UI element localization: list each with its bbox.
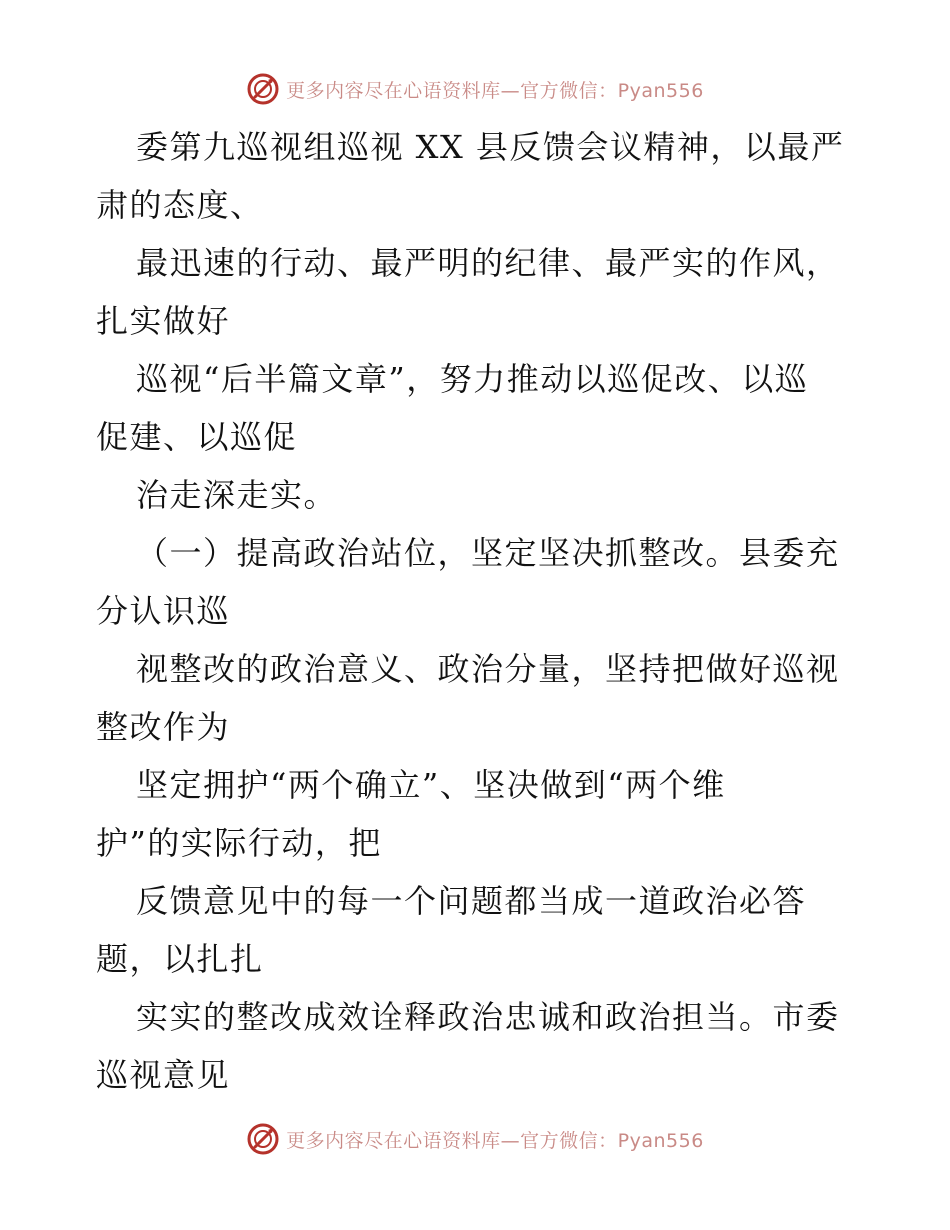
document-body <box>96 118 856 1104</box>
seal-logo-icon <box>246 1122 280 1156</box>
text-line: 巡视“后半篇文章”，努力推动以巡促改、以巡 <box>136 360 809 398</box>
text-line: 巡视意见 <box>96 1056 231 1094</box>
text-line: 整改作为 <box>96 708 231 746</box>
footer-banner <box>0 1122 950 1156</box>
text-line: 治走深走实。 <box>136 476 338 514</box>
text-line: 反馈意见中的每一个问题都当成一道政治必答 <box>136 882 807 920</box>
text-line: 促建、以巡促 <box>96 418 298 456</box>
text-line: 实实的整改成效诠释政治忠诚和政治担当。市委 <box>136 998 840 1036</box>
text-line: 委第九巡视组巡视 XX 县反馈会议精神，以最严 <box>136 128 845 166</box>
text-line: 题，以扎扎 <box>96 940 264 978</box>
header-banner-text: 更多内容尽在心语资料库—官方微信：Pyan556 <box>286 79 704 102</box>
text-line: 肃的态度、 <box>96 186 264 224</box>
text-line: 护”的实际行动，把 <box>96 824 382 862</box>
text-line: 扎实做好 <box>96 302 231 340</box>
text-line: 视整改的政治意义、政治分量，坚持把做好巡视 <box>136 650 840 688</box>
text-line: 最迅速的行动、最严明的纪律、最严实的作风， <box>136 244 840 282</box>
seal-logo-icon <box>246 72 280 106</box>
text-line: （一）提高政治站位，坚定坚决抓整改。县委充 <box>136 534 840 572</box>
text-line: 分认识巡 <box>96 592 231 630</box>
header-banner <box>0 72 950 106</box>
text-line: 坚定拥护“两个确立”、坚决做到“两个维 <box>136 766 726 804</box>
footer-banner-text: 更多内容尽在心语资料库—官方微信：Pyan556 <box>286 1129 704 1152</box>
